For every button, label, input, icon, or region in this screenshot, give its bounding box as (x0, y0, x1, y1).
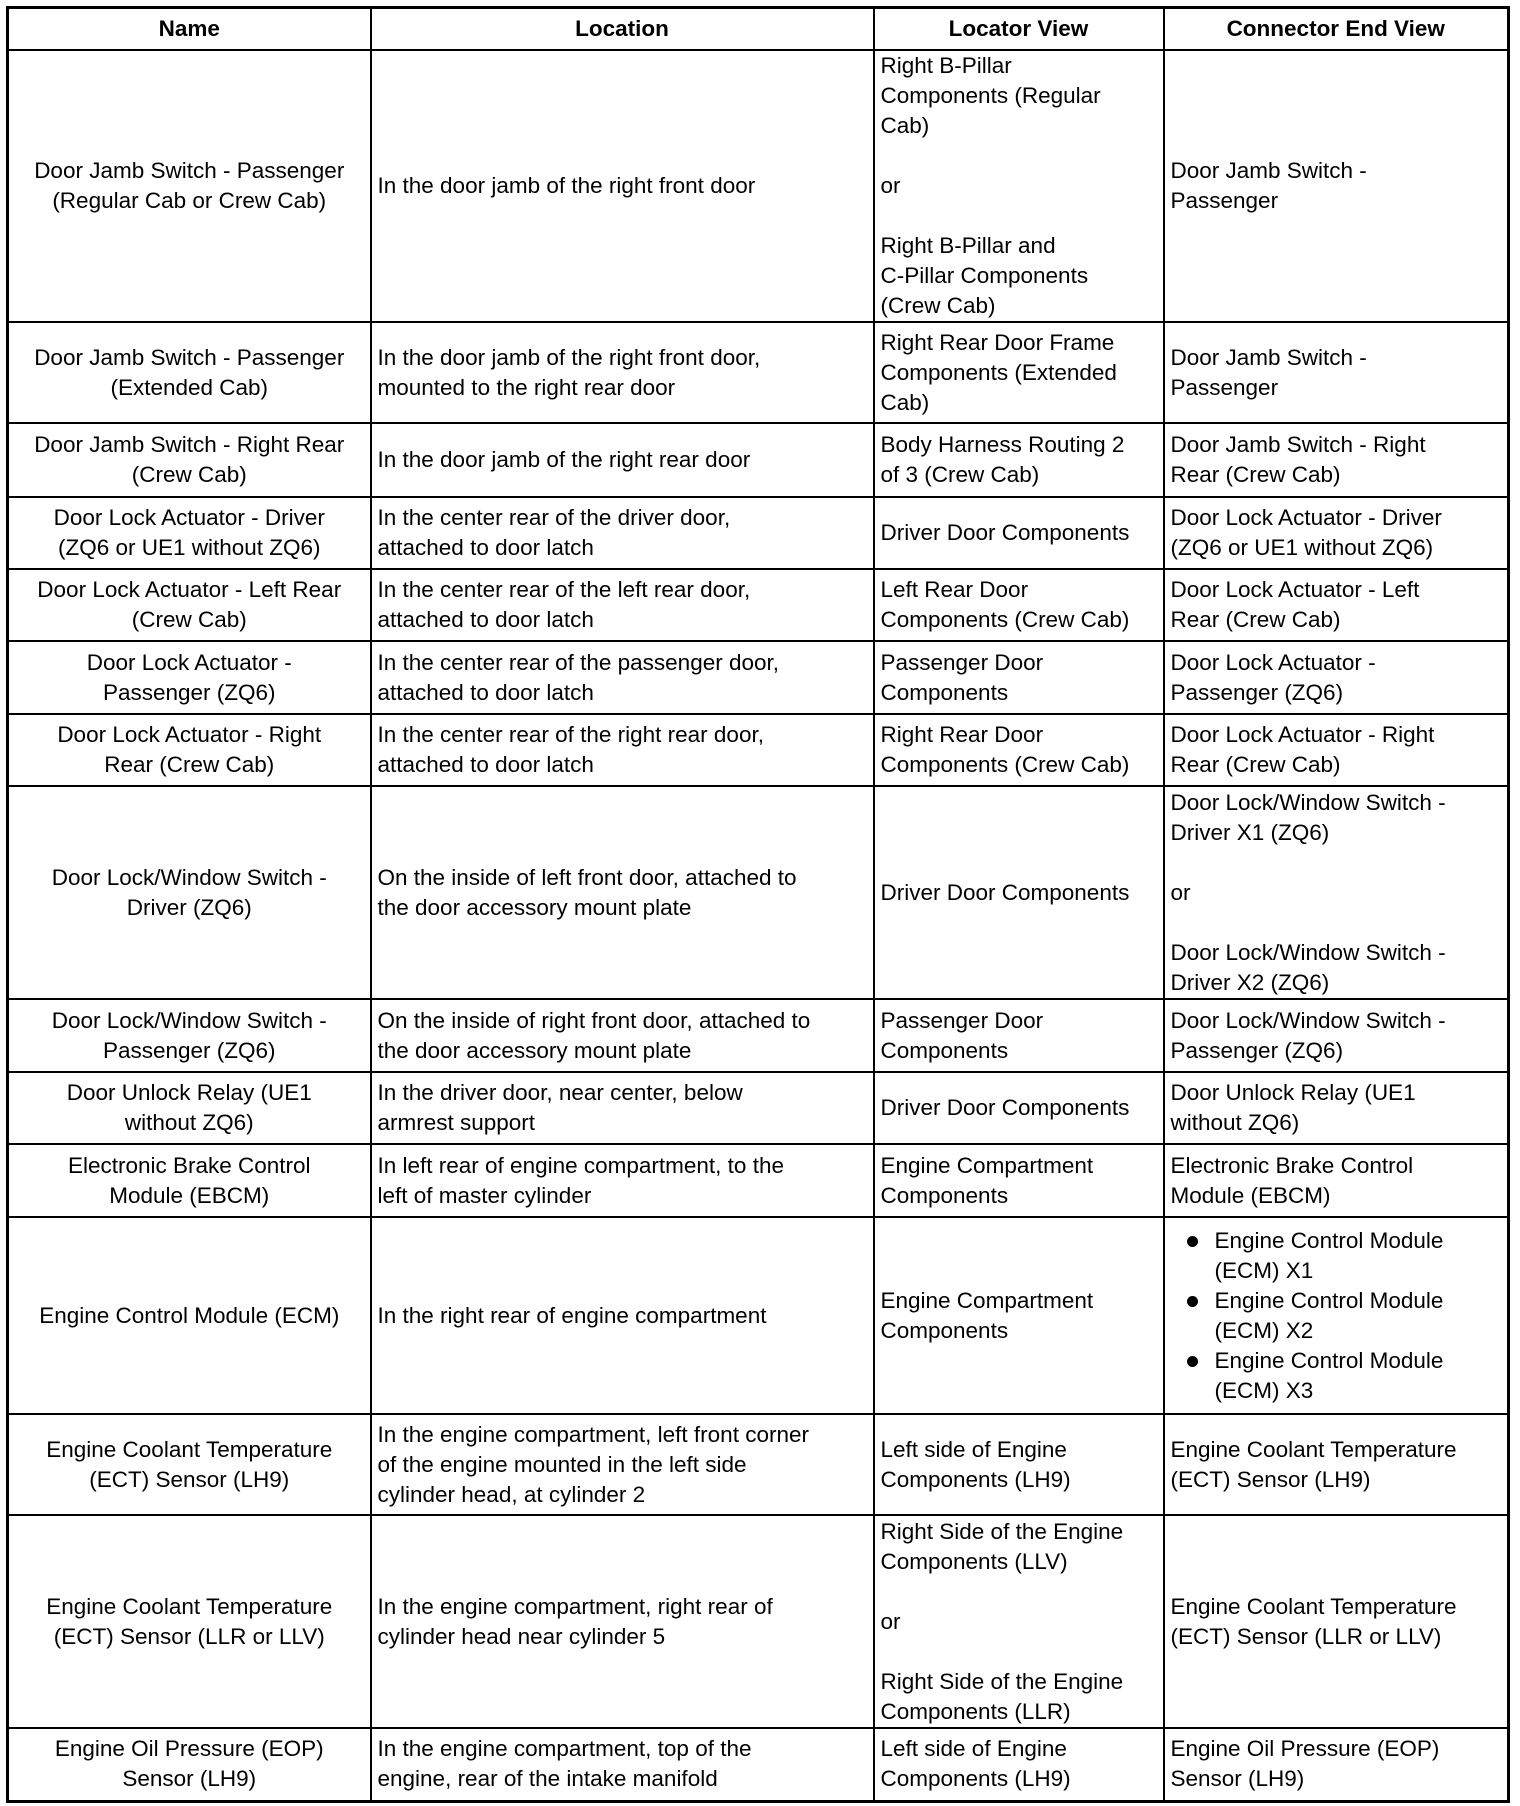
connector-end-view-cell: Door Jamb Switch - Passenger (1164, 50, 1509, 322)
table-row (8, 641, 1509, 714)
location-cell: In the engine compartment, top of the engine, rear of the intake manifold (371, 1728, 874, 1801)
location-cell: In the door jamb of the right rear door (371, 423, 874, 497)
connector-end-view-cell: Electronic Brake Control Module (EBCM) (1164, 1144, 1509, 1217)
locator-view-cell: Engine Compartment Components (874, 1144, 1164, 1217)
locator-view-cell: Driver Door Components (874, 1072, 1164, 1144)
connector-list-item: Engine Control Module (ECM) X2 (1215, 1286, 1502, 1346)
name-cell: Door Lock Actuator - Passenger (ZQ6) (8, 641, 371, 714)
locator-view-cell: Right Rear Door Components (Crew Cab) (874, 714, 1164, 786)
connector-end-view-cell: Engine Coolant Temperature (ECT) Sensor (LLR or LLV) (1164, 1515, 1509, 1728)
location-cell: In the door jamb of the right front door, mounted to the right rear door (371, 322, 874, 423)
name-cell: Engine Coolant Temperature (ECT) Sensor (LH9) (8, 1414, 371, 1515)
locator-view-cell: Right Side of the Engine Components (LLV) or Right Side of the Engine Components (LLR) (874, 1515, 1164, 1728)
table-row (8, 1728, 1509, 1801)
name-cell: Door Jamb Switch - Passenger (Extended Cab) (8, 322, 371, 423)
header-row (8, 8, 1509, 51)
table-row (8, 50, 1509, 322)
connector-end-view-cell: Door Lock/Window Switch - Driver X1 (ZQ6) or Door Lock/Window Switch - Driver X2 (ZQ6) (1164, 786, 1509, 999)
table-row (8, 1217, 1509, 1414)
table-row (8, 1144, 1509, 1217)
table-row (8, 322, 1509, 423)
location-cell: In the center rear of the left rear door, attached to door latch (371, 569, 874, 641)
table-row (8, 569, 1509, 641)
locator-view-cell: Driver Door Components (874, 786, 1164, 999)
locator-view-cell: Engine Compartment Components (874, 1217, 1164, 1414)
locator-view-cell: Driver Door Components (874, 497, 1164, 569)
table-row (8, 1515, 1509, 1728)
name-cell: Door Lock/Window Switch - Driver (ZQ6) (8, 786, 371, 999)
location-cell: In the driver door, near center, below armrest support (371, 1072, 874, 1144)
table-row (8, 497, 1509, 569)
header-location: Location (371, 8, 874, 51)
name-cell: Door Lock/Window Switch - Passenger (ZQ6) (8, 999, 371, 1072)
table-row (8, 999, 1509, 1072)
connector-end-view-cell: Door Lock Actuator - Left Rear (Crew Cab) (1164, 569, 1509, 641)
location-cell: In the engine compartment, left front corner of the engine mounted in the left side cylinder head, at cylinder 2 (371, 1414, 874, 1515)
name-cell: Door Lock Actuator - Driver (ZQ6 or UE1 without ZQ6) (8, 497, 371, 569)
connector-list-item: Engine Control Module (ECM) X1 (1215, 1226, 1502, 1286)
name-cell: Engine Control Module (ECM) (8, 1217, 371, 1414)
locator-view-cell: Passenger Door Components (874, 999, 1164, 1072)
location-cell: In the center rear of the passenger door, attached to door latch (371, 641, 874, 714)
location-cell: On the inside of left front door, attached to the door accessory mount plate (371, 786, 874, 999)
locator-view-cell: Passenger Door Components (874, 641, 1164, 714)
name-cell: Door Lock Actuator - Right Rear (Crew Cab) (8, 714, 371, 786)
connector-end-view-cell: Engine Coolant Temperature (ECT) Sensor (LH9) (1164, 1414, 1509, 1515)
connector-end-view-cell (1164, 1217, 1509, 1414)
table-row (8, 1414, 1509, 1515)
connector-list (1171, 1226, 1502, 1406)
locator-view-cell: Left Rear Door Components (Crew Cab) (874, 569, 1164, 641)
name-cell: Engine Oil Pressure (EOP) Sensor (LH9) (8, 1728, 371, 1801)
connector-end-view-cell: Door Lock/Window Switch - Passenger (ZQ6) (1164, 999, 1509, 1072)
locator-view-cell: Right B-Pillar Components (Regular Cab) or Right B-Pillar and C-Pillar Components (Crew Cab) (874, 50, 1164, 322)
connector-end-view-cell: Door Lock Actuator - Passenger (ZQ6) (1164, 641, 1509, 714)
table-row (8, 1072, 1509, 1144)
connector-end-view-cell: Door Unlock Relay (UE1 without ZQ6) (1164, 1072, 1509, 1144)
table-row (8, 423, 1509, 497)
location-cell: On the inside of right front door, attached to the door accessory mount plate (371, 999, 874, 1072)
locator-view-cell: Body Harness Routing 2 of 3 (Crew Cab) (874, 423, 1164, 497)
location-cell: In the right rear of engine compartment (371, 1217, 874, 1414)
location-cell: In left rear of engine compartment, to the left of master cylinder (371, 1144, 874, 1217)
name-cell: Door Unlock Relay (UE1 without ZQ6) (8, 1072, 371, 1144)
name-cell: Door Lock Actuator - Left Rear (Crew Cab) (8, 569, 371, 641)
header-locator-view: Locator View (874, 8, 1164, 51)
header-connector-end-view: Connector End View (1164, 8, 1509, 51)
name-cell: Door Jamb Switch - Passenger (Regular Cab or Crew Cab) (8, 50, 371, 322)
header-name: Name (8, 8, 371, 51)
connector-list-item: Engine Control Module (ECM) X3 (1215, 1346, 1502, 1406)
connector-end-view-cell: Door Lock Actuator - Driver (ZQ6 or UE1 without ZQ6) (1164, 497, 1509, 569)
location-cell: In the center rear of the driver door, attached to door latch (371, 497, 874, 569)
location-cell: In the center rear of the right rear door, attached to door latch (371, 714, 874, 786)
table-row (8, 786, 1509, 999)
connector-end-view-cell: Door Jamb Switch - Passenger (1164, 322, 1509, 423)
location-cell: In the engine compartment, right rear of cylinder head near cylinder 5 (371, 1515, 874, 1728)
location-cell: In the door jamb of the right front door (371, 50, 874, 322)
name-cell: Electronic Brake Control Module (EBCM) (8, 1144, 371, 1217)
name-cell: Door Jamb Switch - Right Rear (Crew Cab) (8, 423, 371, 497)
component-locator-table (6, 6, 1510, 1803)
locator-view-cell: Right Rear Door Frame Components (Extended Cab) (874, 322, 1164, 423)
locator-view-cell: Left side of Engine Components (LH9) (874, 1414, 1164, 1515)
name-cell: Engine Coolant Temperature (ECT) Sensor (LLR or LLV) (8, 1515, 371, 1728)
locator-view-cell: Left side of Engine Components (LH9) (874, 1728, 1164, 1801)
connector-end-view-cell: Door Lock Actuator - Right Rear (Crew Cab) (1164, 714, 1509, 786)
table-row (8, 714, 1509, 786)
connector-end-view-cell: Door Jamb Switch - Right Rear (Crew Cab) (1164, 423, 1509, 497)
connector-end-view-cell: Engine Oil Pressure (EOP) Sensor (LH9) (1164, 1728, 1509, 1801)
